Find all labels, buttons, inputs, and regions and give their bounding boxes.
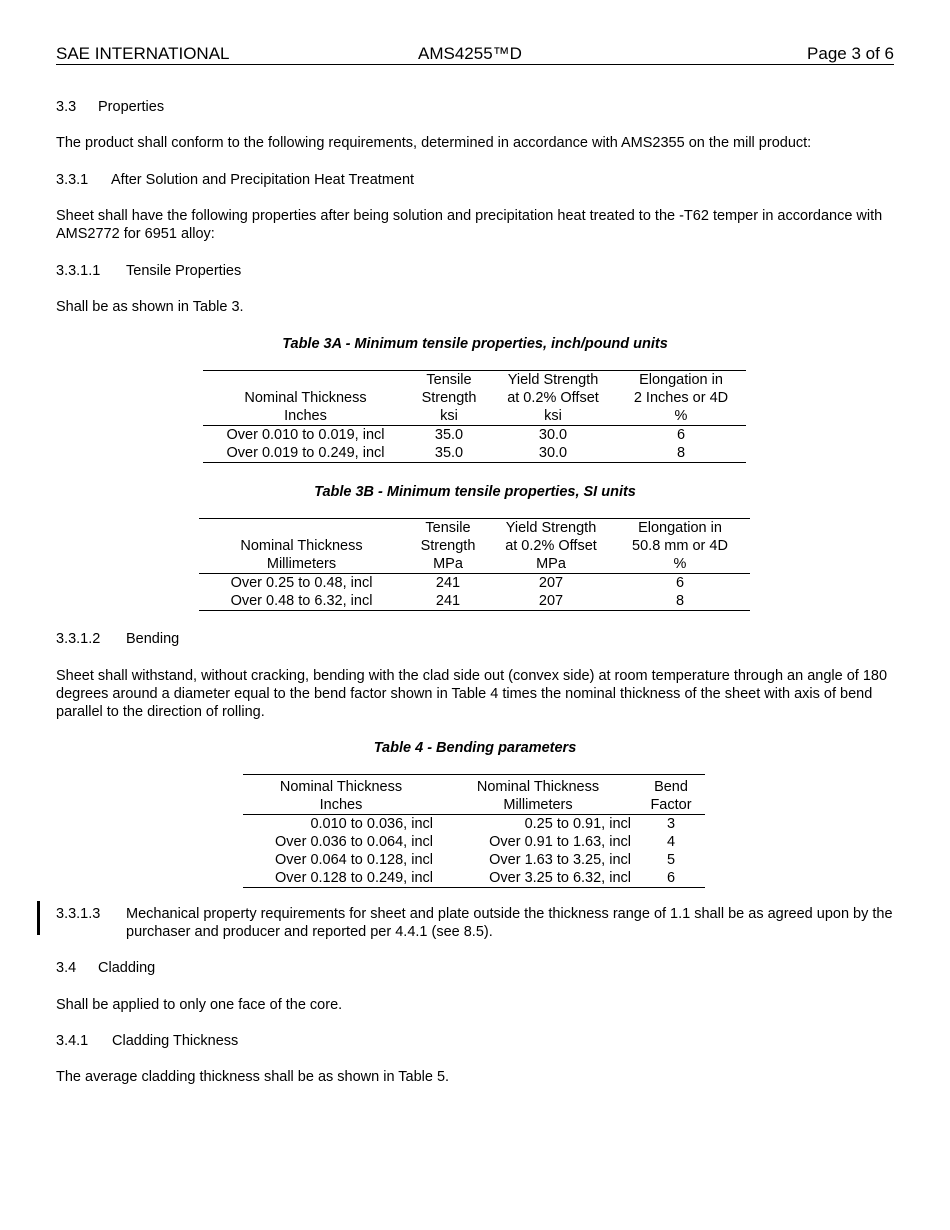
paragraph-bending: Sheet shall withstand, without cracking, bending with the clad side out (convex side) at room temperature through an angle of 180 degrees around a diameter equal to the bend factor shown in Table 4 times the nominal thickness of the sheet with axis of bend parallel to the direction of rolling. (56, 668, 888, 720)
table-3a-caption: Table 3A - Minimum tensile properties, inch/pound units (282, 336, 668, 352)
table-header-cell: ksi (490, 407, 616, 426)
section-3-3-1-2-heading (56, 630, 179, 648)
table-cell: Over 3.25 to 6.32, incl (489, 870, 631, 886)
table-cell: Over 0.010 to 0.019, incl (226, 427, 385, 443)
table-header-cell: at 0.2% Offset (505, 538, 597, 554)
table-header-cell: Millimeters (439, 796, 637, 815)
table-header-cell: Factor (637, 796, 705, 815)
table-header-cell: MPa (492, 555, 610, 574)
table-row (243, 815, 705, 834)
section-title: Tensile Properties (126, 263, 242, 279)
section-title: After Solution and Precipitation Heat Treatment (111, 172, 415, 188)
section-3-4-heading (56, 959, 155, 977)
table-3a (203, 370, 746, 463)
table-header-cell: % (616, 407, 746, 426)
section-title: Cladding (98, 960, 156, 976)
section-number: 3.4.1 (56, 1033, 89, 1049)
table-4-caption: Table 4 - Bending parameters (373, 740, 577, 756)
table-header-cell: Nominal Thickness (279, 779, 403, 795)
page-number: Page 3 of 6 (807, 44, 894, 63)
table-row (199, 574, 750, 593)
table-row (203, 444, 746, 463)
table-header-cell: Yield Strength (505, 520, 597, 536)
table-cell: Over 1.63 to 3.25, incl (489, 852, 631, 868)
table-cell: 35.0 (434, 427, 464, 443)
table-header-cell: Millimeters (199, 555, 404, 574)
table-cell: 0.010 to 0.036, incl (310, 816, 433, 832)
table-cell: 30.0 (538, 427, 568, 443)
section-number: 3.3 (56, 99, 77, 115)
page-header (56, 44, 894, 65)
table-header-cell: 2 Inches or 4D (633, 390, 729, 406)
table-cell: 30.0 (538, 445, 568, 461)
table-cell: 6 (676, 427, 686, 443)
document-number: AMS4255™D (418, 44, 522, 63)
table-header-cell: Elongation in (638, 520, 722, 536)
section-3-3-1-3-number: 3.3.1.3 (56, 906, 101, 922)
table-header-cell: Strength (421, 390, 477, 406)
table-header-cell: Nominal Thickness (240, 538, 363, 554)
table-header-cell: Tensile (426, 372, 472, 388)
table-4 (243, 774, 705, 888)
table-cell: 207 (538, 593, 564, 609)
table-header-cell: Inches (203, 407, 408, 426)
table-cell: 241 (435, 575, 461, 591)
publisher-name: SAE INTERNATIONAL (56, 44, 230, 63)
table-cell: 6 (675, 575, 685, 591)
table-cell: Over 0.91 to 1.63, incl (489, 834, 631, 850)
table-header-cell: 50.8 mm or 4D (632, 538, 728, 554)
section-3-3-1-3-text: Mechanical property requirements for sheet and plate outside the thickness range of 1.1 shall be as agreed upon by the purchaser and producer and reported per 4.4.1 (see 8.5). (126, 906, 893, 940)
table-header-cell (203, 371, 408, 390)
section-3-3-1-heading (56, 171, 414, 189)
table-cell: 4 (666, 834, 676, 850)
table-cell: Over 0.019 to 0.249, incl (226, 445, 385, 461)
table-header-cell: Nominal Thickness (244, 390, 367, 406)
section-3-3-1-1-heading (56, 262, 241, 280)
table-header-cell: at 0.2% Offset (507, 390, 599, 406)
section-3-3-heading (56, 98, 164, 116)
table-row (199, 592, 750, 611)
table-header-cell: % (610, 555, 750, 574)
section-title: Cladding Thickness (112, 1033, 239, 1049)
table-cell: Over 0.128 to 0.249, incl (275, 870, 433, 886)
table-header-cell: Bend (654, 779, 688, 795)
table-cell: 0.25 to 0.91, incl (524, 816, 631, 832)
paragraph-cladding: Shall be applied to only one face of the core. (56, 997, 343, 1013)
paragraph-product: The product shall conform to the following requirements, determined in accordance with AMS2355 on the mill product: (56, 135, 812, 151)
table-3b (199, 518, 750, 611)
table-cell: Over 0.48 to 6.32, incl (230, 593, 373, 609)
paragraph-table3-ref: Shall be as shown in Table 3. (56, 299, 244, 315)
table-row (243, 869, 705, 888)
table-header-cell: Nominal Thickness (476, 779, 600, 795)
table-header-cell: Tensile (425, 520, 471, 536)
table-row (243, 851, 705, 869)
paragraph-sheet: Sheet shall have the following properties after being solution and precipitation heat treated to the -T62 temper in accordance with AMS2772 for 6951 alloy: (56, 208, 883, 242)
table-header-cell: Elongation in (639, 372, 723, 388)
table-cell: 35.0 (434, 445, 464, 461)
table-3b-caption: Table 3B - Minimum tensile properties, SI units (314, 484, 636, 500)
table-row (203, 426, 746, 445)
table-cell: 6 (666, 870, 676, 886)
table-cell: 5 (666, 852, 676, 868)
section-number: 3.3.1.2 (56, 631, 101, 647)
section-title: Bending (126, 631, 180, 647)
table-cell: 241 (435, 593, 461, 609)
section-number: 3.3.1 (56, 172, 89, 188)
table-header-cell: MPa (404, 555, 492, 574)
revision-change-bar (37, 901, 40, 935)
table-cell: Over 0.036 to 0.064, incl (275, 834, 433, 850)
table-cell: Over 0.25 to 0.48, incl (230, 575, 373, 591)
table-cell: 3 (666, 816, 676, 832)
table-header-cell (199, 519, 404, 538)
section-number: 3.3.1.1 (56, 263, 101, 279)
table-row (243, 833, 705, 851)
table-header-cell: Yield Strength (507, 372, 599, 388)
paragraph-cladding-thickness: The average cladding thickness shall be as shown in Table 5. (56, 1069, 450, 1085)
table-cell: Over 0.064 to 0.128, incl (275, 852, 433, 868)
table-cell: 8 (675, 593, 685, 609)
table-header-cell: ksi (408, 407, 490, 426)
section-title: Properties (98, 99, 165, 115)
table-cell: 8 (676, 445, 686, 461)
section-number: 3.4 (56, 960, 77, 976)
section-3-4-1-heading (56, 1032, 238, 1050)
table-header-cell: Strength (420, 538, 476, 554)
table-cell: 207 (538, 575, 564, 591)
table-header-cell: Inches (243, 796, 439, 815)
